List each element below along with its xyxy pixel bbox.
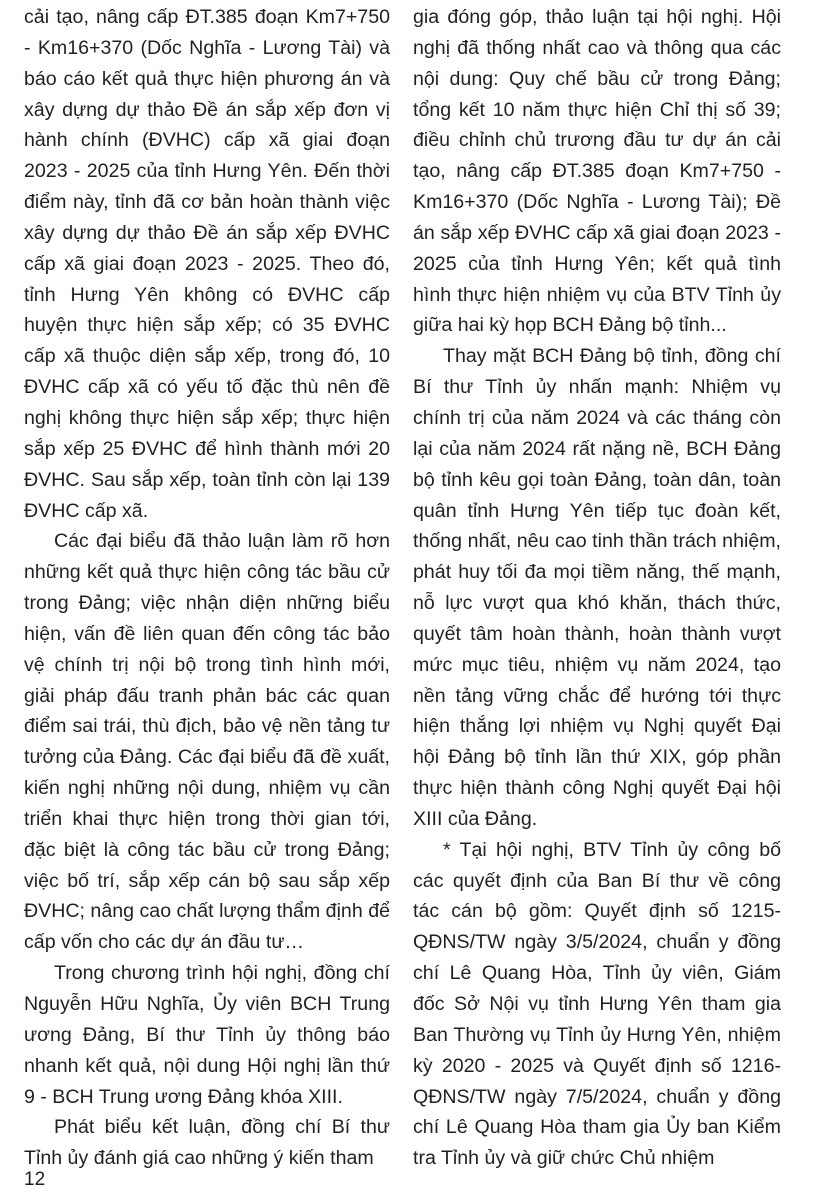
paragraph: gia đóng góp, thảo luận tại hội nghị. Hội nghị đã thống nhất cao và thông qua các nội dung: Quy chế bầu cử trong Đảng; tổng kết 10 năm thực hiện Chỉ thị số 39; điều chỉnh chủ trương đầu tư dự án cải tạo, nâng cấp ĐT.385 đoạn Km7+750 - Km16+370 (Dốc Nghĩa - Lương Tài); Đề án sắp xếp ĐVHC cấp xã giai đoạn 2023 - 2025 của tỉnh Hưng Yên; kết quả tình hình thực hiện nhiệm vụ của BTV Tỉnh ủy giữa hai kỳ họp BCH Đảng bộ tỉnh... (413, 6, 781, 337)
paragraph: Các đại biểu đã thảo luận làm rõ hơn những kết quả thực hiện công tác bầu cử trong Đảng; việc nhận diện những biểu hiện, vấn đề liên quan đến công tác bảo vệ chính trị nội bộ trong tình hình mới, giải pháp đấu tranh phản bác các quan điểm sai trái, thù địch, bảo vệ nền tảng tư tưởng của Đảng. Các đại biểu đã đề xuất, kiến nghị những nội dung, nhiệm vụ cần triển khai thực hiện trong thời gian tới, đặc biệt là công tác bầu cử trong Đảng; việc bố trí, sắp xếp cán bộ sau sắp xếp ĐVHC; nâng cao chất lượng thẩm định để cấp vốn cho các dự án đầu tư… (24, 530, 390, 954)
left-text-column (24, 2, 390, 1174)
paragraph: Phát biểu kết luận, đồng chí Bí thư Tỉnh ủy đánh giá cao những ý kiến tham (24, 1116, 390, 1170)
paragraph: Trong chương trình hội nghị, đồng chí Nguyễn Hữu Nghĩa, Ủy viên BCH Trung ương Đảng, Bí thư Tỉnh ủy thông báo nhanh kết quả, nội dung Hội nghị lần thứ 9 - BCH Trung ương Đảng khóa XIII. (24, 962, 390, 1108)
paragraph: Thay mặt BCH Đảng bộ tỉnh, đồng chí Bí thư Tỉnh ủy nhấn mạnh: Nhiệm vụ chính trị của năm 2024 và các tháng còn lại của năm 2024 rất nặng nề, BCH Đảng bộ tỉnh kêu gọi toàn Đảng, toàn dân, toàn quân tỉnh Hưng Yên tiếp tục đoàn kết, thống nhất, nêu cao tinh thần trách nhiệm, phát huy tối đa mọi tiềm năng, thế mạnh, nỗ lực vượt qua khó khăn, thách thức, quyết tâm hoàn thành, hoàn thành vượt mức mục tiêu, nhiệm vụ năm 2024, tạo nền tảng vững chắc để hướng tới thực hiện thắng lợi nhiệm vụ Nghị quyết Đại hội Đảng bộ tỉnh lần thứ XIX, góp phần thực hiện thành công Nghị quyết Đại hội XIII của Đảng. (413, 345, 781, 830)
paragraph: * Tại hội nghị, BTV Tỉnh ủy công bố các quyết định của Ban Bí thư về công tác cán bộ gồm: Quyết định số 1215-QĐNS/TW ngày 3/5/2024, chuẩn y đồng chí Lê Quang Hòa, Tỉnh ủy viên, Giám đốc Sở Nội vụ tỉnh Hưng Yên tham gia Ban Thường vụ Tỉnh ủy Hưng Yên, nhiệm kỳ 2020 - 2025 và Quyết định số 1216-QĐNS/TW ngày 7/5/2024, chuẩn y đồng chí Lê Quang Hòa tham gia Ủy ban Kiểm tra Tỉnh ủy và giữ chức Chủ nhiệm (413, 838, 781, 1170)
right-text-column (413, 2, 781, 1174)
paragraph: cải tạo, nâng cấp ĐT.385 đoạn Km7+750 - Km16+370 (Dốc Nghĩa - Lương Tài) và báo cáo kết quả thực hiện phương án và xây dựng dự thảo Đề án sắp xếp đơn vị hành chính (ĐVHC) cấp xã giai đoạn 2023 - 2025 của tỉnh Hưng Yên. Đến thời điểm này, tỉnh đã cơ bản hoàn thành việc xây dựng dự thảo Đề án sắp xếp ĐVHC cấp xã giai đoạn 2023 - 2025. Theo đó, tỉnh Hưng Yên không có ĐVHC cấp huyện thực hiện sắp xếp; có 35 ĐVHC cấp xã thuộc diện sắp xếp, trong đó, 10 ĐVHC cấp xã có yếu tố đặc thù nên đề nghị không thực hiện sắp xếp; thực hiện sắp xếp 25 ĐVHC để hình thành mới 20 ĐVHC. Sau sắp xếp, toàn tỉnh còn lại 139 ĐVHC cấp xã. (24, 6, 390, 522)
page-number: 12 (24, 1169, 46, 1190)
